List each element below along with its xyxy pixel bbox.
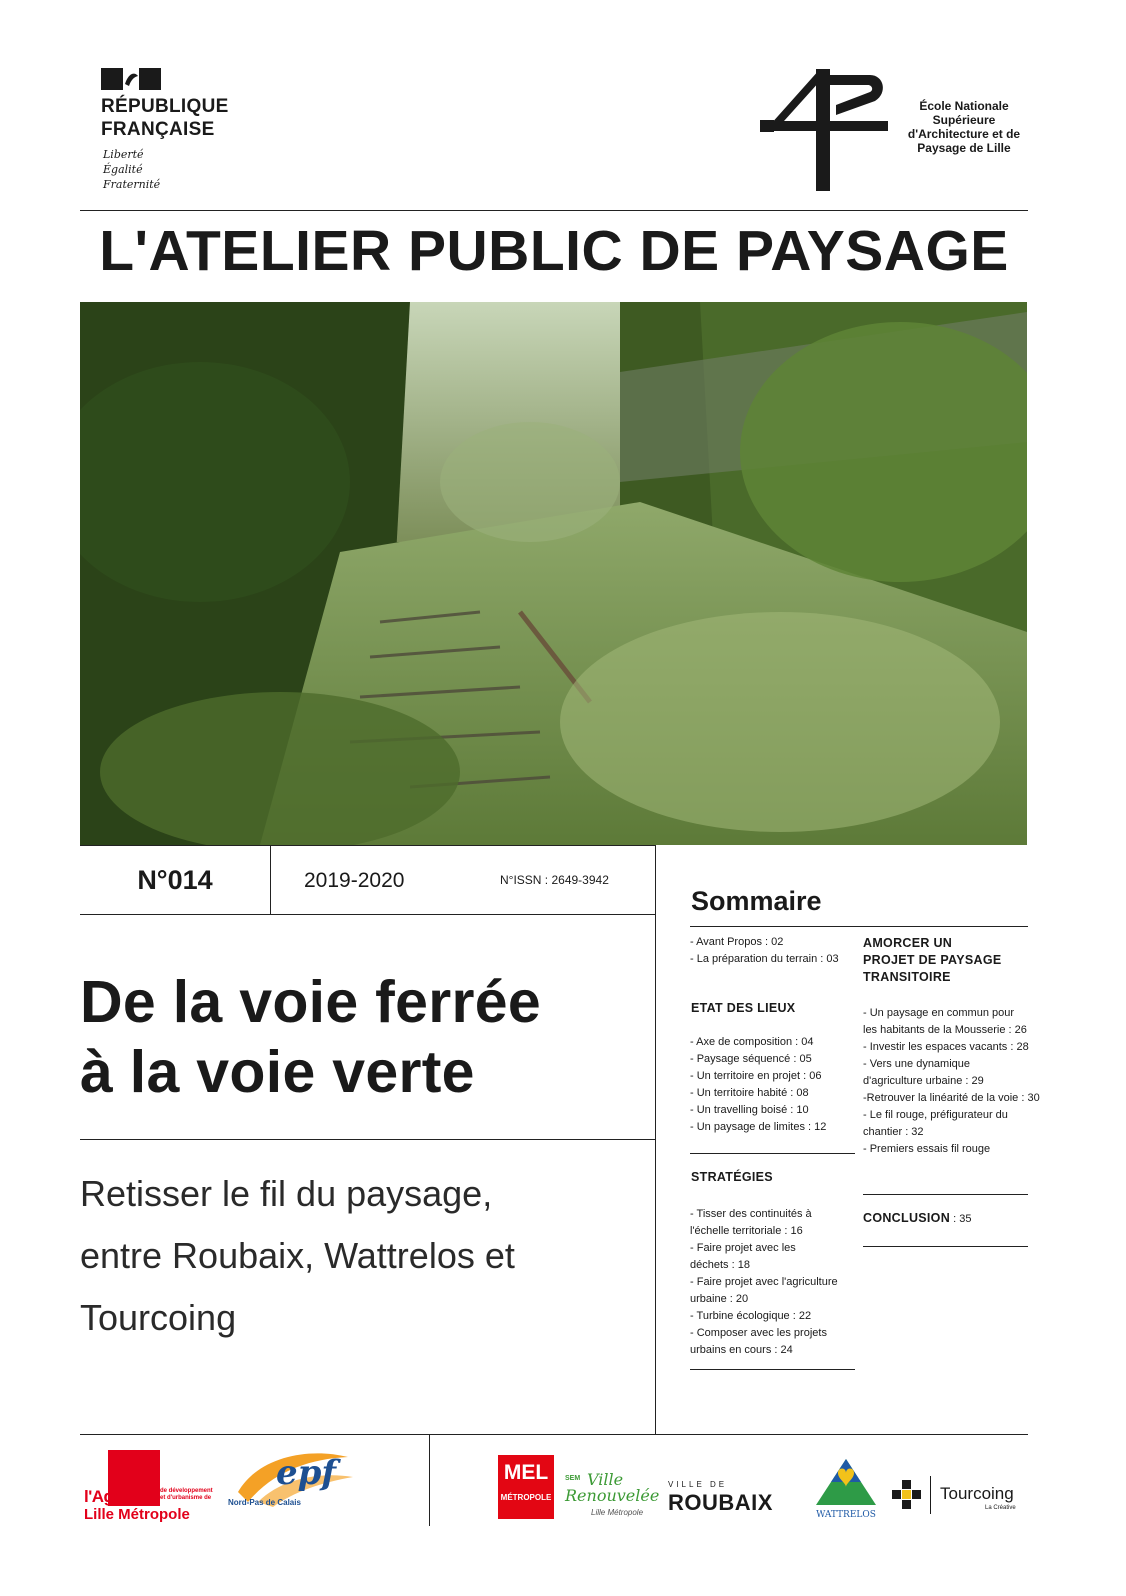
toc-item[interactable]: - Un paysage en commun pour [863,1007,1015,1019]
ensapl-name-line1: École Nationale [919,99,1009,113]
agence-main: l'Agence [84,1487,151,1506]
tourcoing-logo [892,1474,1028,1518]
toc-heading-amorcer [863,935,1001,986]
toc-item[interactable]: - Un territoire en projet : 06 [690,1070,822,1082]
issue-years: 2019-2020 [304,869,405,892]
toc-item[interactable]: -Retrouver la linéarité de la voie : 30 [863,1092,1040,1104]
toc-item[interactable]: - Tisser des continuités à [690,1208,812,1220]
rf-line2: FRANÇAISE [101,119,215,140]
subtitle-line2: entre Roubaix, Wattrelos et [80,1235,515,1276]
toc-heading-amorcer-line1: AMORCER UN [863,936,953,950]
toc-item[interactable]: - Un territoire habité : 08 [690,1087,809,1099]
toc-strategies-list [690,1206,838,1359]
agence-city: Lille Métropole [84,1506,190,1523]
column-divider [655,845,656,1435]
toc-item[interactable]: urbaine : 20 [690,1293,749,1305]
wattrelos-mountain-icon [814,1457,878,1509]
ensapl-logo [760,65,1040,193]
mel-logo [498,1455,554,1519]
toc-heading-etat: ETAT DES LIEUX [691,1001,796,1015]
toc-item[interactable]: - Faire projet avec l'agriculture [690,1276,838,1288]
header-rule [80,210,1028,211]
marianne-icon [101,68,161,90]
toc-item[interactable]: - Investir les espaces vacants : 28 [863,1041,1029,1053]
toc-item[interactable]: - Paysage séquencé : 05 [690,1053,812,1065]
toc-heading-strategies: STRATÉGIES [691,1170,773,1184]
agence-logo [84,1450,224,1526]
toc-heading-amorcer-line2: PROJET DE PAYSAGE [863,953,1002,967]
headline-rule [80,1139,655,1140]
toc-item[interactable]: - Avant Propos : 02 [690,936,784,948]
sommaire-rule [690,926,1028,927]
wattrelos-logo [814,1457,878,1523]
tourcoing-tag: La Créative [985,1505,1016,1511]
subtitle [80,1163,650,1349]
republique-francaise-logo [101,68,251,193]
wattrelos-name: WATTRELOS [816,1510,876,1520]
toc-intro [690,934,839,968]
toc-conclusion-page: : 35 [950,1213,972,1225]
toc-item[interactable]: - Un paysage de limites : 12 [690,1121,827,1133]
toc-amorcer-rule [863,1194,1028,1195]
toc-item[interactable]: - Un travelling boisé : 10 [690,1104,809,1116]
toc-item[interactable]: - Premiers essais fil rouge [863,1143,991,1155]
toc-item[interactable]: - Turbine écologique : 22 [690,1310,812,1322]
mel-sub: MÉTROPOLE [500,1493,552,1502]
toc-item[interactable]: - Le fil rouge, préfigurateur du [863,1109,1008,1121]
sem-sub: Lille Métropole [591,1508,644,1517]
toc-conclusion-rule [863,1246,1028,1247]
roubaix-pre: VILLE DE [668,1480,728,1489]
ensapl-mark-icon [760,65,888,193]
tourcoing-cross-icon [892,1480,922,1510]
ensapl-name-line3: d'Architecture et de [907,127,1021,141]
epf-logo [228,1447,358,1523]
toc-item[interactable]: d'agriculture urbaine : 29 [863,1075,984,1087]
epf-mark: epf [276,1453,337,1493]
issue-row-divider [270,845,271,915]
toc-amorcer-list [863,1005,1040,1158]
ensapl-name-line2: Supérieure [932,113,996,127]
toc-conclusion-label: CONCLUSION [863,1211,951,1225]
headline [80,967,650,1107]
toc-heading-amorcer-line3: TRANSITOIRE [863,970,951,984]
agence-sub2: et d'urbanisme de [160,1495,212,1501]
issn: N°ISSN : 2649-3942 [500,873,609,887]
headline-line2: à la voie verte [80,1039,475,1105]
footer-divider [429,1434,430,1526]
issue-row-bottom-rule [80,914,655,915]
toc-item[interactable]: - Composer avec les projets [690,1327,827,1339]
toc-item[interactable]: - Faire projet avec les [690,1242,796,1254]
toc-item[interactable]: - Vers une dynamique [863,1058,971,1070]
toc-item[interactable]: - La préparation du terrain : 03 [690,953,839,965]
page-title: L'ATELIER PUBLIC DE PAYSAGE [99,219,1009,283]
toc-item[interactable]: - Axe de composition : 04 [690,1036,814,1048]
sem-line2: Renouvelée [565,1486,660,1505]
agence-sub1: de développement [160,1488,213,1494]
cover-photo [80,302,1027,845]
sommaire-title: Sommaire [691,886,822,916]
roubaix-name: ROUBAIX [668,1490,773,1515]
roubaix-logo [668,1480,798,1520]
toc-item[interactable]: les habitants de la Mousserie : 26 [863,1024,1027,1036]
toc-strategies-rule [690,1369,855,1370]
mel-mark: MEL [503,1461,549,1484]
epf-region: Nord-Pas de Calais [228,1498,301,1507]
rf-motto-fraternite: Fraternité [103,178,161,191]
rf-motto-liberte: Liberté [103,148,144,161]
footer-rule [80,1434,1028,1435]
toc-item[interactable]: urbains en cours : 24 [690,1344,793,1356]
issue-row-top-rule [80,845,655,846]
toc-item[interactable]: chantier : 32 [863,1126,924,1138]
headline-line1: De la voie ferrée [80,969,541,1035]
toc-item[interactable]: déchets : 18 [690,1259,750,1271]
rf-motto-egalite: Égalité [103,163,143,176]
ensapl-name-line4: Paysage de Lille [917,141,1011,155]
sem-ville-renouvelee-logo [565,1470,660,1522]
subtitle-line3: Tourcoing [80,1297,237,1338]
tourcoing-name: Tourcoing [940,1484,1014,1503]
toc-conclusion[interactable] [863,1209,971,1228]
subtitle-line1: Retisser le fil du paysage, [80,1173,493,1214]
rf-line1: RÉPUBLIQUE [101,96,229,117]
toc-item[interactable]: l'échelle territoriale : 16 [690,1225,803,1237]
toc-etat-list [690,1034,826,1136]
sem-line1: Ville [587,1470,624,1489]
toc-etat-rule [690,1153,855,1154]
sem-prefix: SEM [565,1475,581,1482]
issue-number: N°014 [137,865,213,895]
